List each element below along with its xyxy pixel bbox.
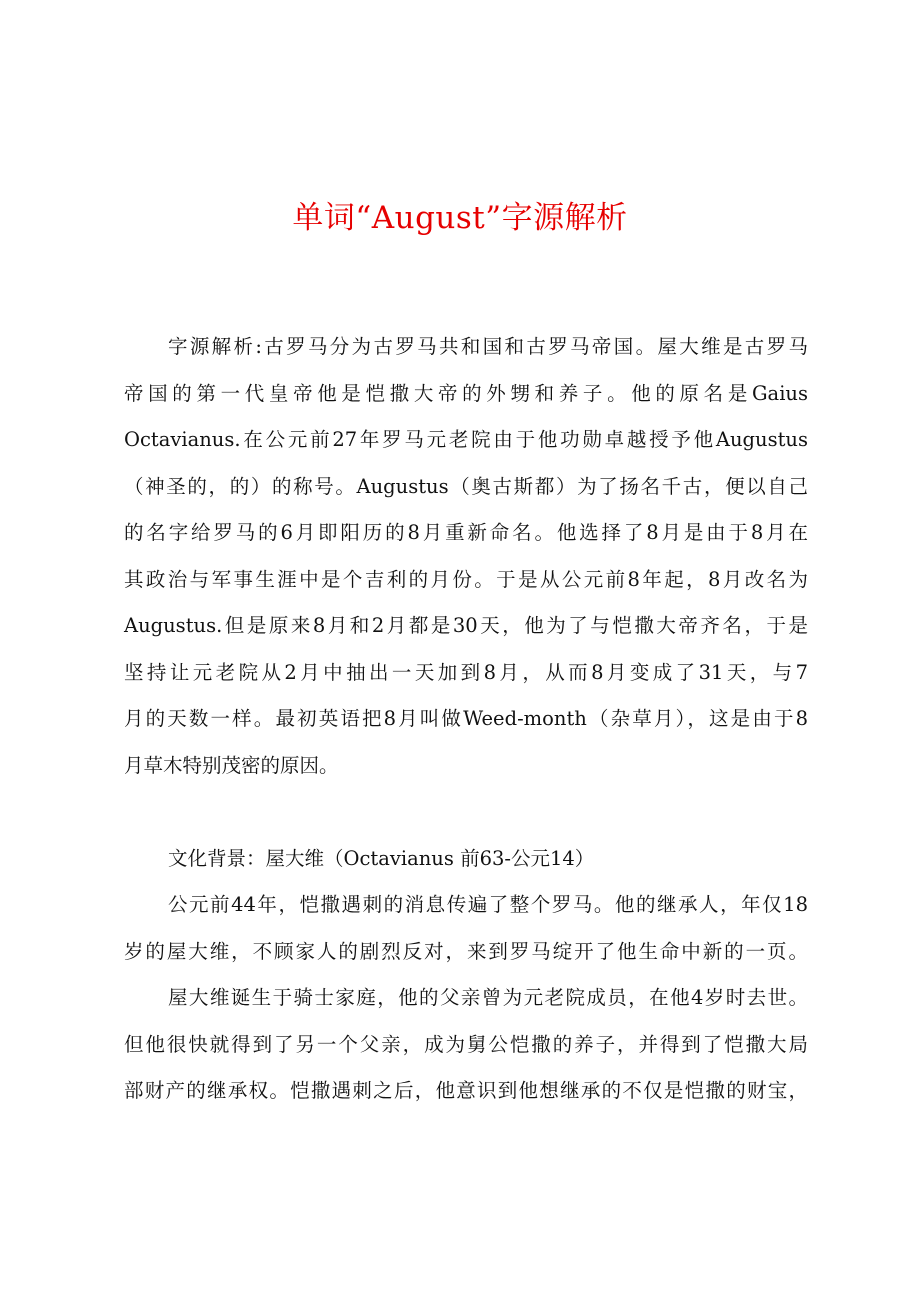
background-paragraph-1 [124,882,808,975]
etymology-paragraph [124,324,808,789]
document-title: 单词“August”字源解析 [292,200,628,236]
paragraph-line: 字源解析:古罗马分为古罗马共和国和古罗马帝国。屋大维是古罗马 [168,335,808,358]
paragraph-line: （神圣的，的）的称号。Augustus（奥古斯都）为了扬名千古，便以自己 [124,474,808,498]
paragraph-line: Octavianus.在公元前27年罗马元老院由于他功勋卓越授予他Augustus [124,428,808,451]
paragraph-line: 部财产的继承权。恺撒遇刺之后，他意识到他想继承的不仅是恺撒的财宝， [124,1079,808,1102]
document-body [124,324,808,1115]
background-paragraph-2 [124,975,808,1115]
paragraph-line: 帝国的第一代皇帝他是恺撒大帝的外甥和养子。他的原名是Gaius [124,381,808,405]
section-heading: 文化背景：屋大维（Octavianus 前63-公元14） [168,846,595,870]
paragraph-line: 但他很快就得到了另一个父亲，成为舅公恺撒的养子，并得到了恺撒大局 [124,1032,808,1056]
paragraph-line: Augustus.但是原来8月和2月都是30天，他为了与恺撒大帝齐名，于是 [124,614,808,637]
paragraph-line: 岁的屋大维，不顾家人的剧烈反对，来到罗马绽开了他生命中新的一页。 [124,939,808,963]
paragraph-line: 屋大维诞生于骑士家庭，他的父亲曾为元老院成员，在他4岁时去世。 [168,986,808,1009]
paragraph-line: 其政治与军事生涯中是个吉利的月份。于是从公元前8年起，8月改名为 [124,567,808,591]
paragraph-line: 月的天数一样。最初英语把8月叫做Weed-month（杂草月），这是由于8 [124,707,808,730]
paragraph-gap [124,789,808,836]
paragraph-line: 的名字给罗马的6月即阳历的8月重新命名。他选择了8月是由于8月在 [124,521,808,544]
paragraph-line: 月草木特别茂密的原因。 [124,753,339,777]
paragraph-line: 公元前44年，恺撒遇刺的消息传遍了整个罗马。他的继承人，年仅18 [168,893,808,916]
paragraph-line: 坚持让元老院从2月中抽出一天加到8月，从而8月变成了31天，与7 [124,660,808,684]
